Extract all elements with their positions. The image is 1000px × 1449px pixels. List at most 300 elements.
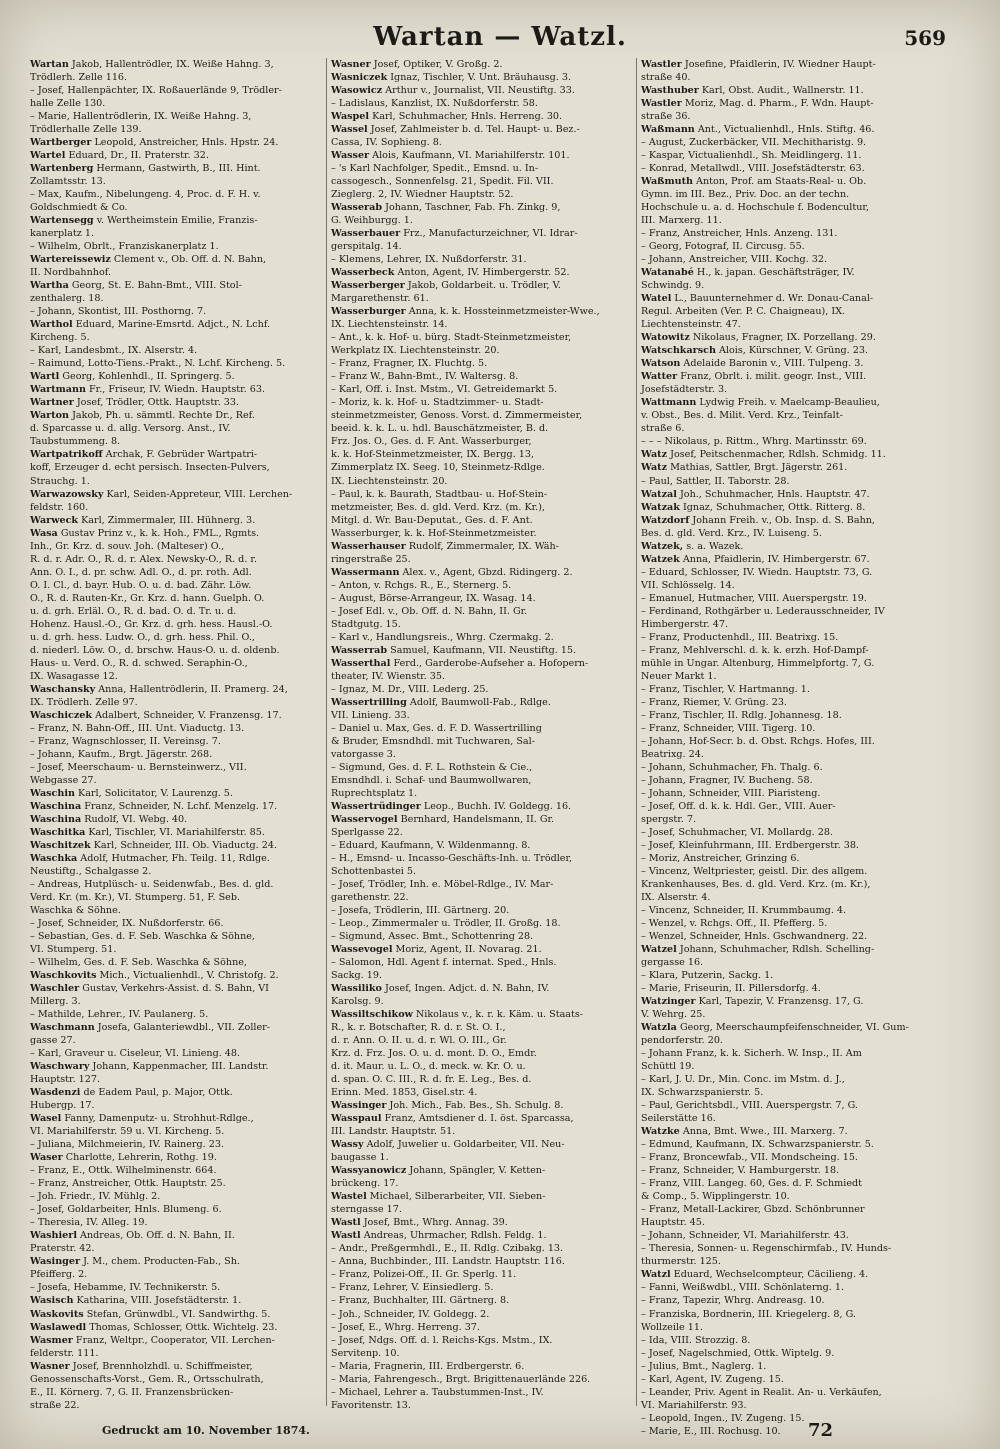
directory-entry-line: Schottenbastei 5. [331, 865, 417, 877]
directory-entry-line: – Karl v., Handlungsreis., Whrg. Czermakg. 2. [331, 631, 554, 643]
directory-entry-line: Waskovits Stefan, Grünwdbl., VI. Sandwirthg. 5. [30, 1308, 271, 1320]
directory-entry-line: Wartpatrikoff Archak, F. Gebrüder Wartpatri- [30, 449, 258, 461]
directory-entry-line: – Moriz, k. k. Hof- u. Stadtzimmer- u. Stadt- [331, 397, 544, 409]
directory-entry-line: Krz. d. Frz. Jos. O. u. d. mont. D. O., Emdr. [331, 1048, 537, 1060]
directory-entry-line: Watel L., Bauunternehmer d. Wr. Donau-Canal- [641, 293, 874, 305]
directory-entry-line: spergstr. 7. [641, 813, 697, 825]
directory-entry-line: – Klara, Putzerin, Sackg. 1. [641, 970, 774, 982]
directory-entry-line: – Michael, Lehrer a. Taubstummen-Inst., IV. [331, 1386, 544, 1398]
directory-entry-line: – Julius, Bmt., Naglerg. 1. [641, 1360, 767, 1372]
directory-entry-line: – Marie, Hallentrödlerin, IX. Weiße Hahng. 3, [30, 111, 252, 123]
directory-entry-line: – Johann, Skontist, III. Posthorng. 7. [30, 306, 207, 318]
directory-entry-line: Gymn. im III. Bez., Priv. Doc. an der techn. [641, 189, 850, 201]
directory-entry-line: Waßmuth Anton, Prof. am Staats-Real- u. Ob. [641, 176, 867, 188]
directory-entry-line: – Vincenz, Schneider, II. Krummbaumg. 4. [641, 905, 847, 917]
directory-entry-line: Watowitz Nikolaus, Fragner, IX. Porzellang. 29. [641, 332, 876, 344]
directory-entry-line: Watzel Johann, Schuhmacher, Rdlsh. Schelling- [641, 944, 875, 956]
directory-entry-line: – Franz, Polizei-Off., II. Gr. Sperlg. 11. [331, 1269, 517, 1281]
running-head: Wartan — Watzl. [373, 22, 627, 52]
directory-entry-line: Taubstummeng. 8. [30, 436, 121, 448]
directory-entry-line: – Johann, Hof-Secr. b. d. Obst. Rchgs. Hofes, III. [641, 735, 875, 747]
directory-entry-line: Wasisch Katharina, VIII. Josefstädterstr. 1. [30, 1295, 242, 1307]
directory-entry-line: u. d. grh. hess. Ludw. O., d. grh. hess. Phil. O., [30, 631, 255, 643]
directory-entry-line: Pfeifferg. 2. [30, 1269, 88, 1281]
directory-entry-line: Wasdenzi de Eadem Paul, p. Major, Ottk. [30, 1087, 233, 1099]
directory-entry-line: Watson Adelaide Baronin v., VIII. Tulpeng. 3. [641, 358, 864, 370]
directory-entry-line: Wasserbauer Frz., Manufacturzeichner, VI. Idrar- [331, 228, 578, 240]
directory-entry-line: Waschka Adolf, Hutmacher, Fh. Teilg. 11, Rdlge. [30, 852, 270, 864]
directory-entry-line: Millerg. 3. [30, 996, 81, 1008]
directory-entry-line: – Franz, Anstreicher, Hnls. Anzeng. 131. [641, 228, 838, 240]
directory-entry-line: d. it. Maur. u. L. O., d. meck. w. Kr. O. u. [331, 1061, 526, 1073]
directory-entry-line: Margarethenstr. 61. [331, 293, 429, 305]
directory-entry-line: – Josef, Meerschaum- u. Bernsteinwerz., VII. [30, 761, 247, 773]
directory-entry-line: Warthol Eduard, Marine-Emsrtd. Adjct., N. Lchf. [30, 319, 271, 331]
directory-entry-line: Josefstädterstr. 3. [641, 384, 728, 396]
directory-entry-line: – Georg, Fotograf, II. Circusg. 55. [641, 241, 805, 253]
directory-entry-line: Wollzeile 11. [641, 1321, 703, 1333]
directory-entry-line: Warton Jakob, Ph. u. sämmtl. Rechte Dr., Ref. [30, 410, 255, 422]
directory-entry-line: – Franz, Fragner, IX. Fluchtg. 5. [331, 358, 488, 370]
directory-entry-line: Emsndhdl. i. Schaf- und Baumwollwaren, [331, 774, 532, 786]
directory-entry-line: d. niederl. Löw. O., d. brschw. Haus-O. u. d. oldenb. [30, 644, 280, 656]
directory-entry-line: Stadtgutg. 15. [331, 618, 401, 630]
directory-entry-line: – Franz W., Bahn-Bmt., IV. Waltersg. 8. [331, 371, 519, 383]
directory-entry-line: – Johann, Anstreicher, VIII. Kochg. 32. [641, 254, 828, 266]
directory-entry-line: vatorgasse 3. [331, 748, 396, 760]
directory-entry-line: II. Nordbahnhof. [30, 267, 112, 279]
directory-entry-line: Wassel Josef, Zahlmeister b. d. Tel. Haupt- u. Bez.- [331, 124, 580, 136]
directory-entry-line: Inh., Gr. Krz. d. souv. Joh. (Malteser) O., [30, 540, 225, 552]
directory-entry-line: Wartberger Leopold, Anstreicher, Hnls. Hpstr. 24. [30, 137, 279, 149]
directory-entry-line: Wasserrab Samuel, Kaufmann, VII. Neustiftg. 15. [331, 644, 577, 656]
directory-entry-line: – Konrad, Metallwdl., VIII. Josefstädterstr. 63. [641, 163, 865, 175]
directory-entry-line: VI. Mariahilferstr. 59 u. VI. Kircheng. 5. [30, 1126, 225, 1138]
directory-entry-line: – Johann, Schneider, VI. Mariahilferstr. 43. [641, 1230, 849, 1242]
directory-entry-line: Waspel Karl, Schuhmacher, Hnls. Herreng. 30. [331, 111, 563, 123]
directory-entry-line: Watzdorf Johann Freih. v., Ob. Insp. d. S. Bahn, [641, 514, 875, 526]
directory-entry-line: k. k. Hof-Steinmetzmeister, IX. Bergg. 13, [331, 449, 535, 461]
directory-entry-line: straße 22. [30, 1399, 80, 1411]
directory-entry-line: – Maria, Fragnerin, III. Erdbergerstr. 6. [331, 1360, 525, 1372]
directory-entry-line: Wasmer Franz, Weltpr., Cooperator, VII. Lerchen- [30, 1334, 275, 1346]
directory-entry-line: – Franz, Wagnschlosser, II. Vereinsg. 7. [30, 735, 221, 747]
directory-entry-line: – Johann, Schneider, VIII. Piaristeng. [641, 787, 821, 799]
directory-entry-line: – Daniel u. Max, Ges. d. F. D. Wassertrilling [331, 722, 542, 734]
directory-entry-line: Hauptstr. 127. [30, 1074, 101, 1086]
print-date: Gedruckt am 10. November 1874. [102, 1424, 310, 1437]
directory-entry-line: IX. Liechtensteinstr. 14. [331, 319, 448, 331]
directory-entry-line: – Franz, Buchhalter, III. Gärtnerg. 8. [331, 1295, 510, 1307]
directory-entry-line: – Johann, Fragner, IV. Bucheng. 58. [641, 774, 813, 786]
directory-entry-line: – Franz, Tischler, V. Hartmanng. 1. [641, 683, 810, 695]
directory-entry-line: Waslawedl Thomas, Schlosser, Ottk. Wichtelg. 23. [30, 1321, 278, 1333]
directory-entry-line: Wastler Josefine, Pfaidlerin, IV. Wiedner Haupt- [641, 59, 876, 70]
directory-entry-line: – Sigmund, Ges. d. F. L. Rothstein & Cie., [331, 761, 533, 773]
directory-entry-line: Zimmerplatz IX. Seeg. 10, Steinmetz-Rdlge. [331, 462, 545, 474]
directory-entry-line: R., k. r. Botschafter, R. d. r. St. O. I., [331, 1022, 506, 1034]
directory-entry-line: Waschina Rudolf, VI. Webg. 40. [30, 813, 188, 825]
directory-entry-line: garethenstr. 22. [331, 892, 409, 903]
directory-entry-line: – Johann Franz, k. k. Sicherh. W. Insp., II. Am [641, 1048, 862, 1060]
directory-entry-line: brückeng. 17. [331, 1178, 399, 1190]
directory-entry-line: Mitgl. d. Wr. Bau-Deputat., Ges. d. F. Ant. [331, 514, 533, 526]
directory-entry-line: – Josef, Kleinfuhrmann, III. Erdbergerstr. 38. [641, 839, 859, 851]
directory-entry-line: Wartereissewiz Clement v., Ob. Off. d. N. Bahn, [30, 254, 267, 266]
directory-entry-line: Bes. d. gld. Verd. Krz., IV. Luiseng. 5. [641, 527, 822, 539]
directory-entry-line: Waßmann Ant., Victualienhdl., Hnls. Stiftg. 46. [641, 124, 875, 136]
directory-entry-line: – H., Emsnd- u. Incasso-Geschäfts-Inh. u. Trödler, [331, 852, 573, 864]
directory-entry-line: – Fanni, Weißwdbl., VIII. Schönlaterng. 1. [641, 1282, 844, 1294]
directory-entry-line: steinmetzmeister, Genoss. Vorst. d. Zimmermeister, [331, 410, 583, 422]
directory-entry-line: – Franz, Metall-Lackirer, Gbzd. Schönbrunner [641, 1204, 865, 1216]
directory-entry-line: – Josefa, Hebamme, IV. Technikerstr. 5. [30, 1282, 221, 1294]
directory-entry-line: Wartan Jakob, Hallentrödler, IX. Weiße Hahng. 3, [30, 59, 274, 70]
directory-entry-line: – Franz, Schneider, VIII. Tigerg. 10. [641, 722, 816, 734]
directory-entry-line: – Franz, Broncewfab., VII. Mondscheing. 15. [641, 1152, 858, 1164]
directory-entry-line: – Joh. Friedr., IV. Mühlg. 2. [30, 1191, 161, 1203]
directory-entry-line: R. d. r. Adr. O., R. d. r. Alex. Newsky-O., R. d. r. [30, 553, 258, 565]
directory-entry-line: d. Sparcasse u. d. allg. Versorg. Anst., IV. [30, 423, 231, 435]
directory-entry-line: Frz. Jos. O., Ges. d. F. Ant. Wasserburger, [331, 436, 532, 448]
directory-entry-line: – Josef Edl. v., Ob. Off. d. N. Bahn, II. Gr. [331, 605, 528, 617]
directory-entry-line: Werkplatz IX. Liechtensteinstr. 20. [331, 345, 500, 357]
directory-entry-line: Wasserthal Ferd., Garderobe-Aufseher a. Hofopern- [331, 657, 589, 669]
directory-entry-line: – Klemens, Lehrer, IX. Nußdorferstr. 31. [331, 254, 527, 266]
directory-entry-line: – Theresia, IV. Alleg. 19. [30, 1217, 148, 1229]
directory-entry-line: metzmeister, Bes. d. gld. Verd. Krz. (m. Kr.), [331, 501, 545, 513]
directory-entry-line: Trödlerhalle Zelle 139. [30, 124, 142, 136]
directory-entry-line: cassogesch., Sonnenfelsg. 21, Spedit. Fil. VII. [331, 176, 554, 188]
directory-entry-line: – Josef, Ndgs. Off. d. l. Reichs-Kgs. Mstm., IX. [331, 1334, 553, 1346]
directory-entry-line: Wartha Georg, St. E. Bahn-Bmt., VIII. Stol- [30, 280, 242, 292]
directory-entry-line: – Ladislaus, Kanzlist, IX. Nußdorferstr. 58. [331, 98, 538, 110]
directory-entry-line: Wasserburger, k. k. Hof-Steinmetzmeister. [331, 527, 537, 539]
directory-entry-line: Wasserbeck Anton, Agent, IV. Himbergerstr. 52. [331, 267, 570, 279]
directory-entry-line: Wartl Georg, Kohlenhdl., II. Springerg. 5. [30, 371, 235, 383]
directory-entry-line: – Johann, Kaufm., Brgt. Jägerstr. 268. [30, 748, 213, 760]
directory-entry-line: Himbergerstr. 47. [641, 618, 729, 630]
directory-entry-line: Wasserhauser Rudolf, Zimmermaler, IX. Wäh- [331, 540, 559, 552]
directory-entry-line: u. d. grh. Erläl. O., R. d. bad. O. d. Tr. u. d. [30, 605, 237, 617]
directory-entry-line: – Theresia, Sonnen- u. Regenschirmfab., IV. Hunds- [641, 1243, 892, 1255]
page-number: 569 [904, 26, 946, 50]
directory-entry-line: Waschina Franz, Schneider, N. Lchf. Menzelg. 17. [30, 800, 278, 812]
directory-entry-line: Wastl Andreas, Uhrmacher, Rdlsh. Feldg. 1. [331, 1230, 547, 1242]
directory-entry-line: Waschansky Anna, Hallentrödlerin, II. Pramerg. 24, [30, 683, 288, 695]
directory-entry-line: – Paul, Gerichtsbdl., VIII. Auerspergstr. 7, G. [641, 1100, 858, 1112]
directory-entry-line: Watzla Georg, Meerschaumpfeifenschneider, VI. Gum- [641, 1022, 909, 1034]
directory-entry-line: Sackg. 19. [331, 970, 382, 982]
directory-entry-line: Wartmann Fr., Friseur, IV. Wiedn. Hauptstr. 63. [30, 384, 266, 396]
directory-entry-line: Krankenhauses, Bes. d. gld. Verd. Krz. (m. Kr.), [641, 878, 871, 890]
directory-entry-line: Wasniczek Ignaz, Tischler, V. Unt. Bräuhausg. 3. [331, 72, 572, 84]
directory-entry-line: III. Landstr. Hauptstr. 51. [331, 1126, 456, 1138]
directory-entry-line: ringerstraße 25. [331, 553, 411, 565]
directory-entry-line: VI. Stumperg. 51. [30, 944, 117, 956]
directory-entry-line: Wassermann Alex. v., Agent, Gbzd. Ridingerg. 2. [331, 566, 573, 578]
directory-entry-line: kanerplatz 1. [30, 228, 95, 240]
directory-entry-line: Warwazowsky Karl, Seiden-Appreteur, VIII. Lerchen- [30, 488, 293, 500]
directory-entry-line: VII. Linieng. 33. [331, 709, 410, 721]
directory-entry-line: – Joh., Schneider, IV. Goldegg. 2. [331, 1308, 490, 1320]
directory-entry-line: – Sebastian, Ges. d. F. Seb. Waschka & Söhne, [30, 931, 255, 943]
directory-entry-line: Wasowicz Arthur v., Journalist, VII. Neustiftg. 33. [331, 85, 575, 97]
directory-entry-line: – Paul, Sattler, II. Taborstr. 28. [641, 475, 790, 487]
directory-entry-line: O., R. d. Rauten-Kr., Gr. Krz. d. hann. Guelph. O. [30, 592, 265, 604]
directory-entry-line: gerspitalg. 14. [331, 241, 402, 253]
directory-entry-line: Wasspaul Franz, Amtsdiener d. I. öst. Sparcassa, [331, 1113, 574, 1125]
directory-entry-line: – Salomon, Hdl. Agent f. internat. Sped., Hnls. [331, 957, 557, 969]
directory-entry-line: Wasservogel Bernhard, Handelsmann, II. Gr. [331, 813, 555, 825]
directory-entry-line: gasse 27. [30, 1035, 76, 1047]
directory-entry-line: Zollamtsstr. 13. [30, 176, 106, 188]
directory-entry-line: – Wenzel, Schneider, Hnls. Gschwandnerg. 22. [641, 931, 868, 943]
directory-entry-line: Hohenz. Hausl.-O., Gr. Krz. d. grh. hess. Hausl.-O. [30, 618, 273, 630]
directory-entry-line: Wastel Michael, Silberarbeiter, VII. Sieben- [331, 1191, 546, 1203]
directory-entry-line: Waser Charlotte, Lehrerin, Rothg. 19. [30, 1152, 217, 1164]
directory-entry-line: – – – Nikolaus, p. Rittm., Whrg. Martinsstr. 69. [641, 436, 867, 448]
directory-entry-line: – Josef, E., Whrg. Herreng. 37. [331, 1321, 480, 1333]
directory-entry-line: Wasinger J. M., chem. Producten-Fab., Sh. [30, 1256, 240, 1268]
directory-entry-line: – Moriz, Anstreicher, Grinzing 6. [641, 852, 800, 864]
directory-entry-line: Kircheng. 5. [30, 332, 90, 344]
directory-entry-line: Watschkarsch Alois, Kürschner, V. Grüng. 23. [641, 345, 869, 357]
directory-entry-line: pendorferstr. 20. [641, 1035, 723, 1047]
directory-entry-line: & Bruder, Emsndhdl. mit Tuchwaren, Sal- [331, 735, 535, 747]
page-header [0, 18, 1000, 58]
directory-entry-line: Wassertrüdinger Leop., Buchh. IV. Goldegg. 16. [331, 800, 572, 812]
directory-entry-line: – Ferdinand, Rothgärber u. Lederausschneider, IV [641, 605, 885, 617]
directory-entry-line: Wasa Gustav Prinz v., k. k. Hoh., FML., Rgmts. [30, 527, 260, 539]
directory-entry-line: O. I. Cl., d. bayr. Hub. O. u. d. bad. Zähr. Löw. [30, 579, 252, 591]
directory-entry-line: thurmerstr. 125. [641, 1256, 721, 1268]
directory-entry-line: – Josefa, Trödlerin, III. Gärtnerg. 20. [331, 905, 510, 917]
directory-entry-line: E., II. Körnerg. 7, G. II. Franzensbrücken- [30, 1386, 234, 1398]
directory-entry-line: Hubergp. 17. [30, 1100, 95, 1112]
directory-entry-line: – Raimund, Lotto-Tiens.-Prakt., N. Lchf. Kircheng. 5. [30, 358, 286, 370]
directory-entry-line: – Franz, N. Bahn-Off., III. Unt. Viaductg. 13. [30, 722, 245, 734]
directory-entry-line: Wassyanowicz Johann, Spängler, V. Ketten- [331, 1165, 546, 1177]
directory-entry-line: – Josef, Nagelschmied, Ottk. Wiptelg. 9. [641, 1347, 835, 1359]
directory-entry-line: Webgasse 27. [30, 774, 97, 786]
directory-entry-line: Watanabé H., k. japan. Geschäftsträger, IV. [641, 267, 855, 279]
directory-entry-line: d. r. Ann. O. II. u. d. r. Wl. O. III., Gr. [331, 1035, 507, 1047]
directory-entry-line: Servitenp. 10. [331, 1347, 400, 1359]
directory-column-1 [30, 58, 336, 1411]
directory-entry-line: Schwindg. 9. [641, 280, 705, 292]
directory-entry-line: Watz Josef, Peitschenmacher, Rdlsh. Schmidg. 11. [641, 449, 886, 461]
directory-entry-line: straße 36. [641, 111, 691, 123]
directory-entry-line: – Franz, Riemer, V. Grüng. 23. [641, 696, 787, 708]
directory-entry-line: zenthalerg. 18. [30, 293, 104, 305]
directory-entry-line: IX. Wasagasse 12. [30, 670, 118, 682]
directory-entry-line: Regul. Arbeiten (Ver. P. C. Chaigneau), IX. [641, 306, 846, 318]
directory-entry-line: – Josef, Schuhmacher, VI. Mollardg. 28. [641, 826, 834, 838]
directory-entry-line: v. Obst., Bes. d. Milit. Verd. Krz., Teinfalt- [641, 410, 843, 422]
directory-entry-line: Genossenschafts-Vorst., Gem. R., Ortsschulrath, [30, 1373, 264, 1385]
directory-entry-line: – Juliana, Milchmeierin, IV. Rainerg. 23. [30, 1139, 225, 1151]
directory-entry-line: Wasner Josef, Brennholzhdl. u. Schiffmeister, [30, 1360, 253, 1372]
directory-entry-line: – Franz, Productenhdl., III. Beatrixg. 15. [641, 631, 839, 643]
directory-entry-line: Wassy Adolf, Juwelier u. Goldarbeiter, VII. Neu- [331, 1139, 565, 1151]
directory-entry-line: Haus- u. Verd. O., R. d. schwed. Seraphin-O., [30, 657, 248, 669]
directory-entry-line: d. span. O. C. III., R. d. fr. E. Leg., Bes. d. [331, 1074, 532, 1086]
directory-entry-line: straße 6. [641, 423, 685, 435]
directory-entry-line: – Franz, Tischler, II. Rdlg. Johannesg. 18. [641, 709, 842, 721]
directory-entry-line: Wasserburger Anna, k. k. Hossteinmetzmeister-Wwe., [331, 306, 600, 318]
directory-entry-line: – Andreas, Hutplüsch- u. Seidenwfab., Bes. d. gld. [30, 878, 274, 890]
directory-entry-line: – Leander, Priv. Agent in Realit. An- u. Verkäufen, [641, 1386, 882, 1398]
directory-entry-line: – Franz, Tapezir, Whrg. Andreasg. 10. [641, 1295, 825, 1307]
directory-entry-line: – Karl, Landesbmt., IX. Alserstr. 4. [30, 345, 198, 357]
directory-entry-line: Hochschule u. a. d. Hochschule f. Bodencultur, [641, 202, 869, 214]
directory-entry-line: Watzinger Karl, Tapezir, V. Franzensg. 17, G. [641, 996, 864, 1008]
directory-entry-line: – Leop., Zimmermaler u. Trödler, II. Großg. 18. [331, 918, 561, 930]
directory-entry-line: III. Marxerg. 11. [641, 215, 722, 227]
directory-entry-line: IX. Liechtensteinstr. 20. [331, 475, 448, 487]
directory-entry-line: Wassertrilling Adolf, Baumwoll-Fab., Rdlge. [331, 696, 551, 708]
directory-entry-line: Watzal Joh., Schuhmacher, Hnls. Hauptstr. 47. [641, 488, 870, 500]
directory-entry-line: beeid. k. k. L. u. hdl. Bauschätzmeister, B. d. [331, 423, 549, 435]
directory-entry-line: gergasse 16. [641, 957, 704, 969]
directory-entry-line: Wastler Moriz, Mag. d. Pharm., F. Wdn. Haupt- [641, 98, 874, 110]
directory-entry-line: – 's Karl Nachfolger, Spedit., Emsnd. u. In- [331, 163, 539, 175]
directory-entry-line: – Paul, k. k. Baurath, Stadtbau- u. Hof-Stein- [331, 488, 548, 500]
directory-entry-line: – Mathilde, Lehrer., IV. Paulanerg. 5. [30, 1009, 209, 1021]
directory-entry-line: Sperlgasse 22. [331, 826, 403, 838]
directory-entry-line: Waschler Gustav, Verkehrs-Assist. d. S. Bahn, VI [30, 983, 269, 995]
directory-entry-line: Watzek, s. a. Wazek. [641, 540, 744, 552]
directory-entry-line: – Karl, J. U. Dr., Min. Conc. im Mstm. d. J., [641, 1074, 845, 1086]
directory-entry-line: – Wilhelm, Ges. d. F. Seb. Waschka & Söhne, [30, 957, 247, 969]
directory-entry-line: koff, Erzeuger d. echt persisch. Insecten-Pulvers, [30, 462, 270, 474]
page-footer [0, 1420, 1000, 1444]
directory-entry-line: – Marie, Friseurin, II. Pillersdorfg. 4. [641, 983, 821, 995]
directory-entry-line: Waschmann Josefa, Galanteriewdbl., VII. Zoller- [30, 1022, 270, 1034]
directory-entry-line: IX. Trödlerh. Zelle 97. [30, 696, 138, 708]
directory-entry-line: Watzek Anna, Pfaidlerin, IV. Himbergerstr. 67. [641, 553, 870, 565]
directory-entry-line: – August, Börse-Arrangeur, IX. Wasag. 14. [331, 592, 536, 604]
directory-entry-line: – Maria, Fahrengesch., Brgt. Brigittenauerlände 226. [331, 1373, 591, 1385]
directory-entry-line: Warweck Karl, Zimmermaler, III. Hühnerg. 3. [30, 514, 256, 526]
directory-entry-line: Watzl Eduard, Wechselcompteur, Cäcilieng. 4. [641, 1269, 869, 1281]
directory-entry-line: – Josef, Goldarbeiter, Hnls. Blumeng. 6. [30, 1204, 222, 1216]
directory-entry-line: feldstr. 160. [30, 501, 89, 513]
directory-entry-line: Waschitzek Karl, Schneider, III. Ob. Viaductg. 24. [30, 839, 278, 851]
directory-entry-line: G. Weihburgg. 1. [331, 215, 413, 227]
directory-entry-line: Ruprechtsplatz 1. [331, 787, 418, 799]
directory-entry-line: Beatrixg. 24. [641, 748, 704, 760]
directory-entry-line: & Comp., 5. Wipplingerstr. 10. [641, 1191, 790, 1203]
directory-entry-line: Waschwary Johann, Kappenmacher, III. Landstr. [30, 1061, 269, 1073]
directory-entry-line: – Eduard, Schlosser, IV. Wiedn. Hauptstr. 73, G. [641, 566, 873, 578]
directory-entry-line: – Wilhelm, Obrlt., Franziskanerplatz 1. [30, 241, 219, 253]
directory-entry-line: Waschiczek Adalbert, Schneider, V. Franzensg. 17. [30, 709, 282, 721]
directory-entry-line: – Josef, Trödler, Inh. e. Möbel-Rdlge., IV. Mar- [331, 878, 554, 890]
directory-entry-line: Waschitka Karl, Tischler, VI. Mariahilferstr. 85. [30, 826, 265, 838]
directory-entry-line: Wasserab Johann, Taschner, Fab. Fh. Zinkg. 9, [331, 202, 561, 214]
directory-entry-line: Watzke Anna, Bmt. Wwe., III. Marxerg. 7. [641, 1126, 848, 1138]
directory-entry-line: VII. Schlösselg. 14. [641, 579, 735, 591]
directory-entry-line: V. Wehrg. 25. [641, 1009, 706, 1021]
directory-entry-line: – Max, Kaufm., Nibelungeng. 4, Proc. d. F. H. v. [30, 189, 261, 201]
directory-entry-line: Praterstr. 42. [30, 1243, 95, 1255]
directory-entry-line: Wasthuber Karl, Obst. Audit., Wallnerstr. 11. [641, 85, 864, 97]
directory-entry-line: Verd. Kr. (m. Kr.), VI. Stumperg. 51, F. Seb. [30, 892, 241, 903]
directory-entry-line: Wartensegg v. Wertheimstein Emilie, Franzis- [30, 215, 258, 227]
directory-entry-line: Zieglerg. 2, IV. Wiedner Hauptstr. 52. [331, 189, 514, 201]
directory-entry-line: Wassevogel Moriz, Agent, II. Novarag. 21. [331, 944, 542, 956]
signature-mark: 72 [808, 1420, 834, 1441]
directory-entry-line: Waschka & Söhne. [30, 905, 121, 917]
directory-entry-line: – Franz, Mehlverschl. d. k. k. erzh. Hof-Dampf- [641, 644, 869, 656]
directory-entry-line: – Sigmund, Assec. Bmt., Schottenring 28. [331, 931, 534, 943]
directory-entry-line: Erinn. Med. 1853, Gisel.str. 4. [331, 1087, 478, 1099]
directory-entry-line: – Josef, Hallenpächter, IX. Roßauerlände 9, Trödler- [30, 85, 282, 97]
directory-entry-line: straße 40. [641, 72, 691, 84]
directory-entry-line: IX. Schwarzspanierstr. 5. [641, 1087, 764, 1099]
directory-entry-line: theater, IV. Wienstr. 35. [331, 670, 446, 682]
directory-entry-line: – Eduard, Kaufmann, V. Wildenmanng. 8. [331, 839, 531, 851]
directory-entry-line: – Franz, Lehrer, V. Einsiedlerg. 5. [331, 1282, 494, 1294]
directory-entry-line: – Anna, Buchbinder., III. Landstr. Hauptstr. 116. [331, 1256, 565, 1268]
directory-entry-line: – Kaspar, Victualienhdl., Sh. Meidlingerg. 11. [641, 150, 862, 162]
directory-entry-line: – Franz, E., Ottk. Wilhelminenstr. 664. [30, 1165, 217, 1177]
directory-entry-line: Favoritenstr. 13. [331, 1399, 411, 1411]
directory-entry-line: Neuer Markt 1. [641, 670, 717, 682]
directory-entry-line: – Josef, Schneider, IX. Nußdorferstr. 66. [30, 918, 224, 930]
directory-entry-line: Wasel Fanny, Damenputz- u. Strohhut-Rdlge., [30, 1113, 254, 1125]
directory-entry-line: – Edmund, Kaufmann, IX. Schwarzspanierstr. 5. [641, 1139, 874, 1151]
directory-column-2 [331, 58, 637, 1411]
directory-entry-line: Cassa, IV. Sophieng. 8. [331, 137, 442, 149]
directory-entry-line: Wartenberg Hermann, Gastwirth, B., III. Hint. [30, 163, 261, 175]
directory-entry-line: Schüttl 19. [641, 1061, 695, 1073]
directory-entry-line: Wassinger Joh. Mich., Fab. Bes., Sh. Schulg. 8. [331, 1100, 564, 1112]
directory-entry-line: Wassiliko Josef, Ingen. Adjct. d. N. Bahn, IV. [331, 983, 550, 995]
directory-entry-line: – Ida, VIII. Strozzig. 8. [641, 1334, 751, 1346]
directory-entry-line: halle Zelle 130. [30, 98, 106, 110]
directory-entry-line: Strauchg. 1. [30, 475, 90, 487]
directory-entry-line: Wastl Josef, Bmt., Whrg. Annag. 39. [331, 1217, 508, 1229]
directory-entry-line: – Franz, Anstreicher, Ottk. Hauptstr. 25. [30, 1178, 226, 1190]
directory-entry-line: Wasser Alois, Kaufmann, VI. Mariahilferstr. 101. [331, 150, 570, 162]
directory-entry-line: Watz Mathias, Sattler, Brgt. Jägerstr. 261. [641, 462, 848, 474]
directory-entry-line: Wassiltschikow Nikolaus v., k. r. k. Käm. u. Staats- [331, 1009, 584, 1021]
directory-entry-line: Wattmann Lydwig Freih. v. Maelcamp-Beaulieu, [641, 397, 880, 409]
directory-entry-line: – Marie, E., III. Rochusg. 10. [641, 1425, 781, 1437]
directory-entry-line: – Johann, Schuhmacher, Fh. Thalg. 6. [641, 761, 823, 773]
directory-entry-line: IX. Alserstr. 4. [641, 892, 711, 903]
directory-entry-line: – Franz, Schneider, V. Hamburgerstr. 18. [641, 1165, 840, 1177]
directory-entry-line: Karolsg. 9. [331, 996, 384, 1008]
directory-entry-line: Waschin Karl, Solicitator, V. Laurenzg. 5. [30, 787, 233, 799]
directory-entry-line: – Andr., Preßgermhdl., E., II. Rdlg. Czibakg. 13. [331, 1243, 564, 1255]
directory-entry-line: – Franz, VIII. Langeg. 60, Ges. d. F. Schmiedt [641, 1178, 863, 1190]
directory-entry-line: Washierl Andreas, Ob. Off. d. N. Bahn, II. [30, 1230, 235, 1242]
directory-entry-line: Neustiftg., Schalgasse 2. [30, 865, 152, 877]
directory-entry-line: Seilerstätte 16. [641, 1113, 716, 1125]
directory-entry-line: Trödlerh. Zelle 116. [30, 72, 128, 84]
directory-entry-line: – August, Zuckerbäcker, VII. Mechitharistg. 9. [641, 137, 867, 149]
directory-entry-line: – Franziska, Bordnerin, III. Kriegelerg. 8, G. [641, 1308, 856, 1320]
directory-entry-line: – Anton, v. Rchgs. R., E., Sternerg. 5. [331, 579, 512, 591]
directory-entry-line: – Josef, Off. d. k. k. Hdl. Ger., VIII. Auer- [641, 800, 836, 812]
directory-entry-line: – Ant., k. k. Hof- u. bürg. Stadt-Steinmetzmeister, [331, 332, 572, 344]
directory-entry-line: Watzak Ignaz, Schuhmacher, Ottk. Ritterg. 8. [641, 501, 866, 513]
directory-entry-line: mühle in Ungar. Altenburg, Himmelpfortg. 7, G. [641, 657, 875, 669]
